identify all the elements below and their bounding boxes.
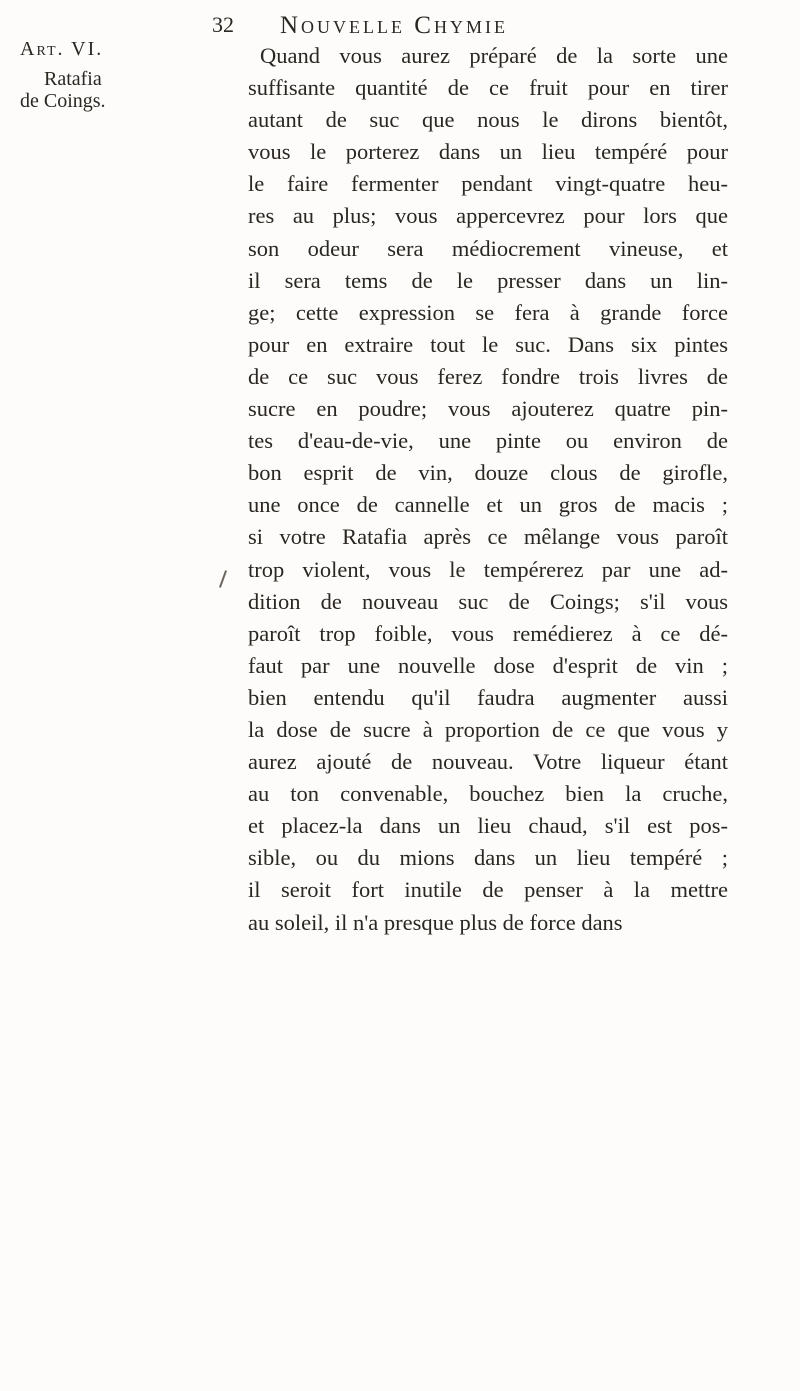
- text-line: une once de cannelle et un gros de macis ;: [248, 492, 728, 518]
- text-line: suffisante quantité de ce fruit pour en tirer: [248, 75, 728, 101]
- text-line: sible, ou du mions dans un lieu tempéré ;: [248, 845, 728, 871]
- text-line: paroît trop foible, vous remédierez à ce dé-: [248, 620, 728, 646]
- text-line: vous le porterez dans un lieu tempéré pour: [248, 139, 728, 165]
- text-line: et placez-la dans un lieu chaud, s'il est pos-: [248, 813, 728, 839]
- text-line: son odeur sera médiocrement vineuse, et: [248, 235, 728, 261]
- text-line: tes d'eau-de-vie, une pinte ou environ de: [248, 428, 728, 454]
- margin-notes: [16, 34, 126, 116]
- text-line: de ce suc vous ferez fondre trois livres de: [248, 363, 728, 389]
- text-line: Quand vous aurez préparé de la sorte une: [260, 43, 728, 68]
- text-line: aurez ajouté de nouveau. Votre liqueur étant: [248, 749, 728, 775]
- page-number: 32: [212, 12, 234, 37]
- text-line: le faire fermenter pendant vingt-quatre heu-: [248, 171, 728, 197]
- text-line: ge; cette expression se fera à grande force: [248, 299, 728, 325]
- text-line: bon esprit de vin, douze clous de girofle,: [248, 460, 728, 486]
- text-line: autant de suc que nous le dirons bientôt,: [248, 107, 728, 133]
- margin-subject-line-2: de Coings.: [20, 90, 106, 112]
- running-head: [50, 12, 740, 42]
- text-line: bien entendu qu'il faudra augmenter aussi: [248, 684, 728, 710]
- text-line: sucre en poudre; vous ajouterez quatre pin-: [248, 396, 728, 422]
- article-number: Art. VI.: [20, 38, 104, 60]
- margin-pen-mark: [219, 570, 227, 588]
- text-line: res au plus; vous appercevrez pour lors que: [248, 203, 728, 229]
- text-line: faut par une nouvelle dose d'esprit de vin ;: [248, 652, 728, 678]
- text-line: au soleil, il n'a presque plus de force dans: [248, 909, 623, 935]
- text-line: il sera tems de le presser dans un lin-: [248, 267, 728, 293]
- book-title: Nouvelle Chymie: [280, 12, 508, 39]
- text-line: la dose de sucre à proportion de ce que vous y: [248, 716, 728, 742]
- text-line: si votre Ratafia après ce mêlange vous paroît: [248, 524, 728, 550]
- text-line: dition de nouveau suc de Coings; s'il vous: [248, 588, 728, 614]
- text-line: pour en extraire tout le suc. Dans six pintes: [248, 331, 728, 357]
- text-line: il seroit fort inutile de penser à la mettre: [248, 877, 728, 903]
- text-line: trop violent, vous le tempérerez par une ad-: [248, 556, 728, 582]
- text-line: au ton convenable, bouchez bien la cruche,: [248, 781, 728, 807]
- margin-subject-line-1: Ratafia: [44, 68, 102, 90]
- body-text: [248, 40, 728, 939]
